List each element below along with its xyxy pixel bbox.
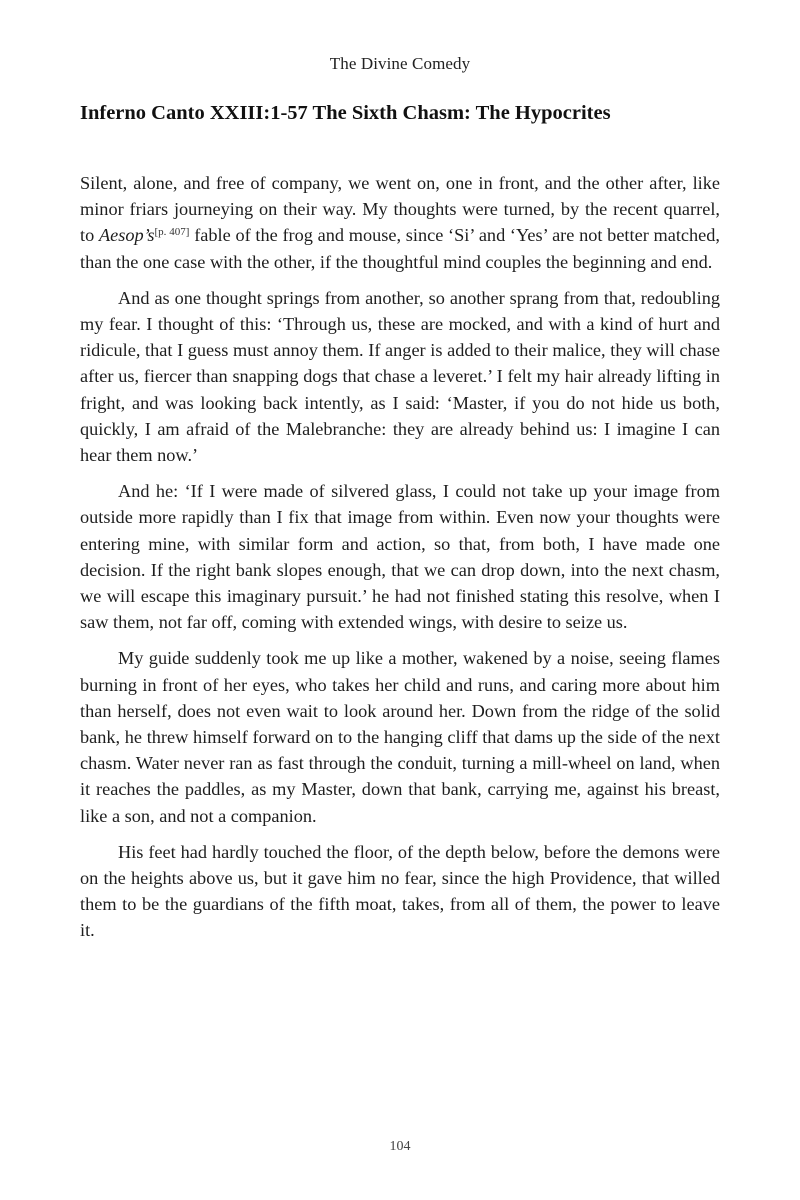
page-number: 104	[389, 1139, 411, 1154]
paragraph-1	[80, 170, 720, 275]
running-head: The Divine Comedy	[329, 54, 471, 73]
aesop-italic-word: Aesop’s	[98, 225, 155, 246]
paragraph-4: My guide suddenly took me up like a mother, wakened by a noise, seeing flames burning in front of her eyes, who takes her child and runs, and caring more about him than herself, does not even wait to look around her. Down from the ridge of the solid bank, he threw himself forward on to the hanging cliff that dams up the side of the next chasm. Water never ran as fast through the conduit, turning a mill-wheel on land, when it reaches the paddles, as my Master, down that bank, carrying me, against his breast, like a son, and not a companion.	[80, 648, 720, 826]
page-reference: [p. 407]	[154, 226, 190, 239]
paragraph-1-text-before: Silent, alone, and free of company, we went on, one in front, and the other after, like minor friars journeying on their way. My thoughts were turned, by the recent quarrel, to	[80, 173, 720, 246]
paragraph-1-text-after: fable of the frog and mouse, since ‘Si’ and ‘Yes’ are not better matched, than the one case with the other, if the thoughtful mind couples the beginning and end.	[80, 225, 721, 272]
paragraph-3: And he: ‘If I were made of silvered glass, I could not take up your image from outside more rapidly than I fix that image from within. Even now your thoughts were entering mine, with similar form and action, so that, from both, I have made one decision. If the right bank slopes enough, that we can drop down, into the next chasm, we will escape this imaginary pursuit.’ he had not finished stating this resolve, when I saw them, not far off, coming with extended wings, with desire to seize us.	[80, 481, 720, 633]
paragraph-5: His feet had hardly touched the floor, of the depth below, before the demons were on the heights above us, but it gave him no fear, since the high Providence, that willed them to be the guardians of the fifth moat, takes, from all of them, the power to leave it.	[80, 841, 720, 941]
paragraph-2: And as one thought springs from another, so another sprang from that, redoubling my fear. I thought of this: ‘Through us, these are mocked, and with a kind of hurt and ridicule, that I guess must annoy them. If anger is added to their malice, they will chase after us, fiercer than snapping dogs that chase a leveret.’ I felt my hair already lifting in fright, and was looking back intently, as I said: ‘Master, if you do not hide us both, quickly, I am afraid of the Malebranche: they are already behind us: I imagine I can hear them now.’	[80, 287, 720, 466]
body-text	[80, 170, 720, 954]
chapter-title: Inferno Canto XXIII:1-57 The Sixth Chasm: The Hypocrites	[80, 102, 611, 124]
